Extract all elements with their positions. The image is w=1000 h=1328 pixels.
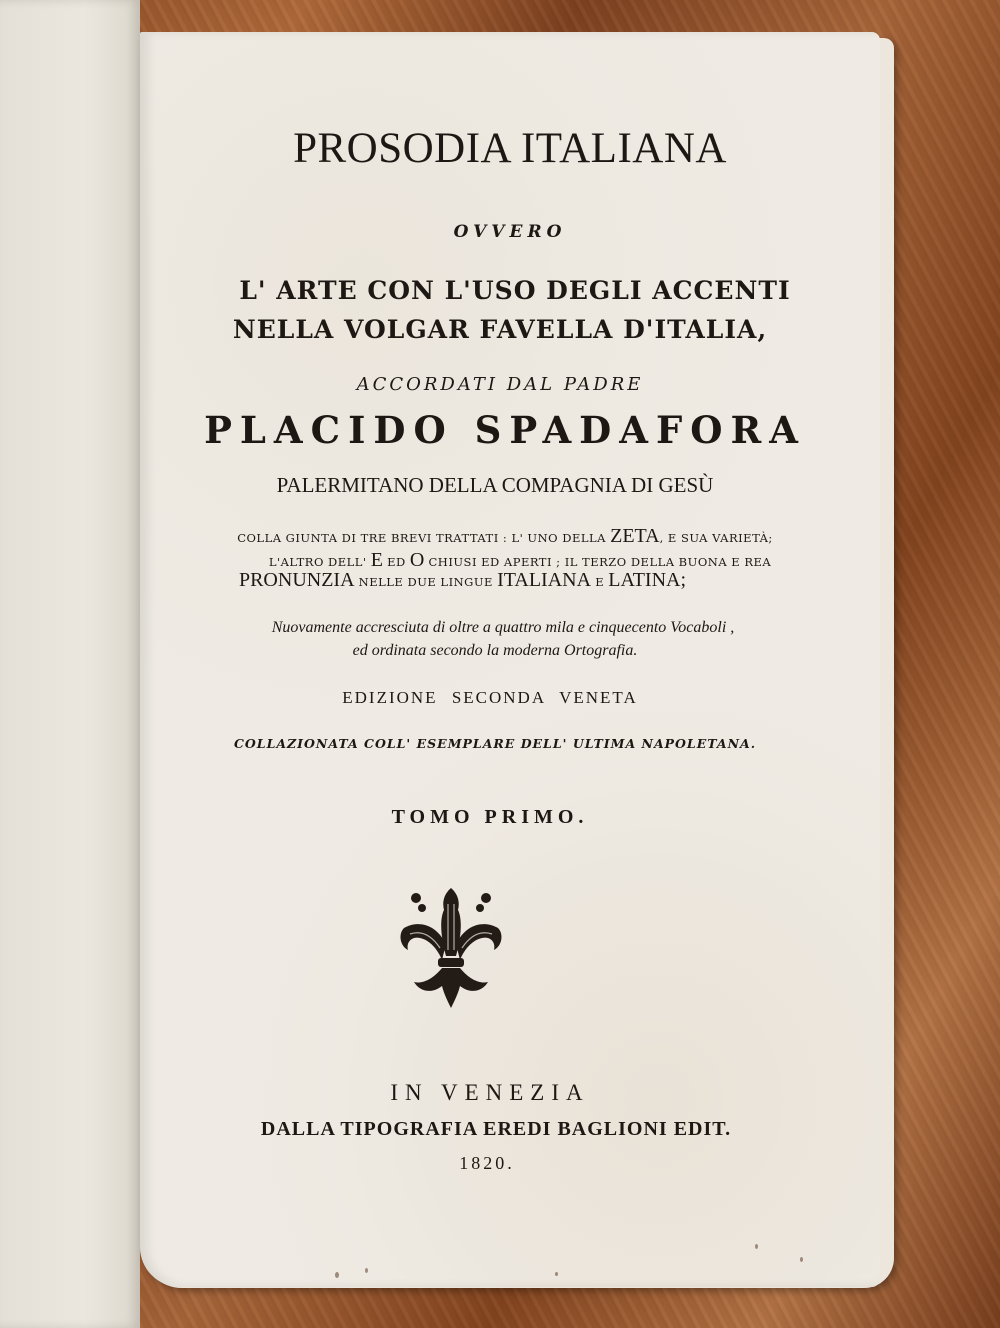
volume-label: TOMO PRIMO. [391, 806, 589, 828]
giunta-line-1 [130, 525, 880, 548]
author-affiliation: PALERMITANO DELLA COMPAGNIA DI GESÙ [276, 473, 714, 497]
giunta-text: NELLE DUE LINGUE [354, 575, 498, 589]
book-title: PROSODIA ITALIANA [293, 125, 727, 172]
place-label: IN VENEZIA [390, 1080, 590, 1105]
subtitle-line-1: L' ARTE CON L'USO DEGLI ACCENTI [239, 276, 791, 305]
giunta-text: ED [382, 555, 410, 569]
nuovamente-line-2: ed ordinata secondo la moderna Ortografia. [352, 642, 638, 659]
accordati-label: ACCORDATI DAL PADRE [356, 374, 644, 395]
giunta-text: CHIUSI ED APERTI ; IL TERZO DELLA BUONA E REA [424, 555, 772, 569]
giunta-text: , E SUA VARIETÀ; [659, 531, 773, 545]
giunta-text: L'ALTRO DELL' [268, 555, 371, 569]
ovvero-label: OVVERO [453, 222, 567, 242]
collazionata-label: COLLAZIONATA COLL' ESEMPLARE DELL' ULTIMA NAPOLETANA. [233, 736, 757, 751]
printer-label: DALLA TIPOGRAFIA EREDI BAGLIONI EDIT. [260, 1118, 732, 1140]
foxing-spot [555, 1272, 558, 1276]
title-page [140, 32, 880, 1287]
giunta-italiana: ITALIANA [497, 569, 592, 591]
giunta-text: E [591, 575, 609, 589]
year-label: 1820. [459, 1153, 515, 1173]
nuovamente-line-1: Nuovamente accresciuta di oltre a quattro mila e cinquecento Vocaboli , [271, 619, 735, 636]
author-name: PLACIDO SPADAFORA [204, 408, 806, 452]
edition-label: EDIZIONE SECONDA VENETA [342, 688, 638, 707]
giunta-zeta: ZETA [610, 525, 660, 547]
foxing-spot [755, 1244, 758, 1249]
giunta-text: COLLA GIUNTA DI TRE BREVI TRATTATI : L' UNO DELLA [237, 531, 611, 545]
fleur-de-lis-icon [396, 884, 506, 1014]
giunta-e: E [370, 549, 383, 571]
giunta-o: O [409, 549, 425, 571]
foxing-spot [365, 1268, 368, 1273]
giunta-pronunzia: PRONUNZIA [238, 569, 355, 591]
subtitle-line-2: NELLA VOLGAR FAVELLA D'ITALIA, [232, 315, 768, 344]
foxing-spot [800, 1257, 803, 1262]
giunta-latina: LATINA; [608, 569, 687, 591]
giunta-line-3 [45, 569, 880, 592]
foxing-spot [335, 1272, 339, 1278]
